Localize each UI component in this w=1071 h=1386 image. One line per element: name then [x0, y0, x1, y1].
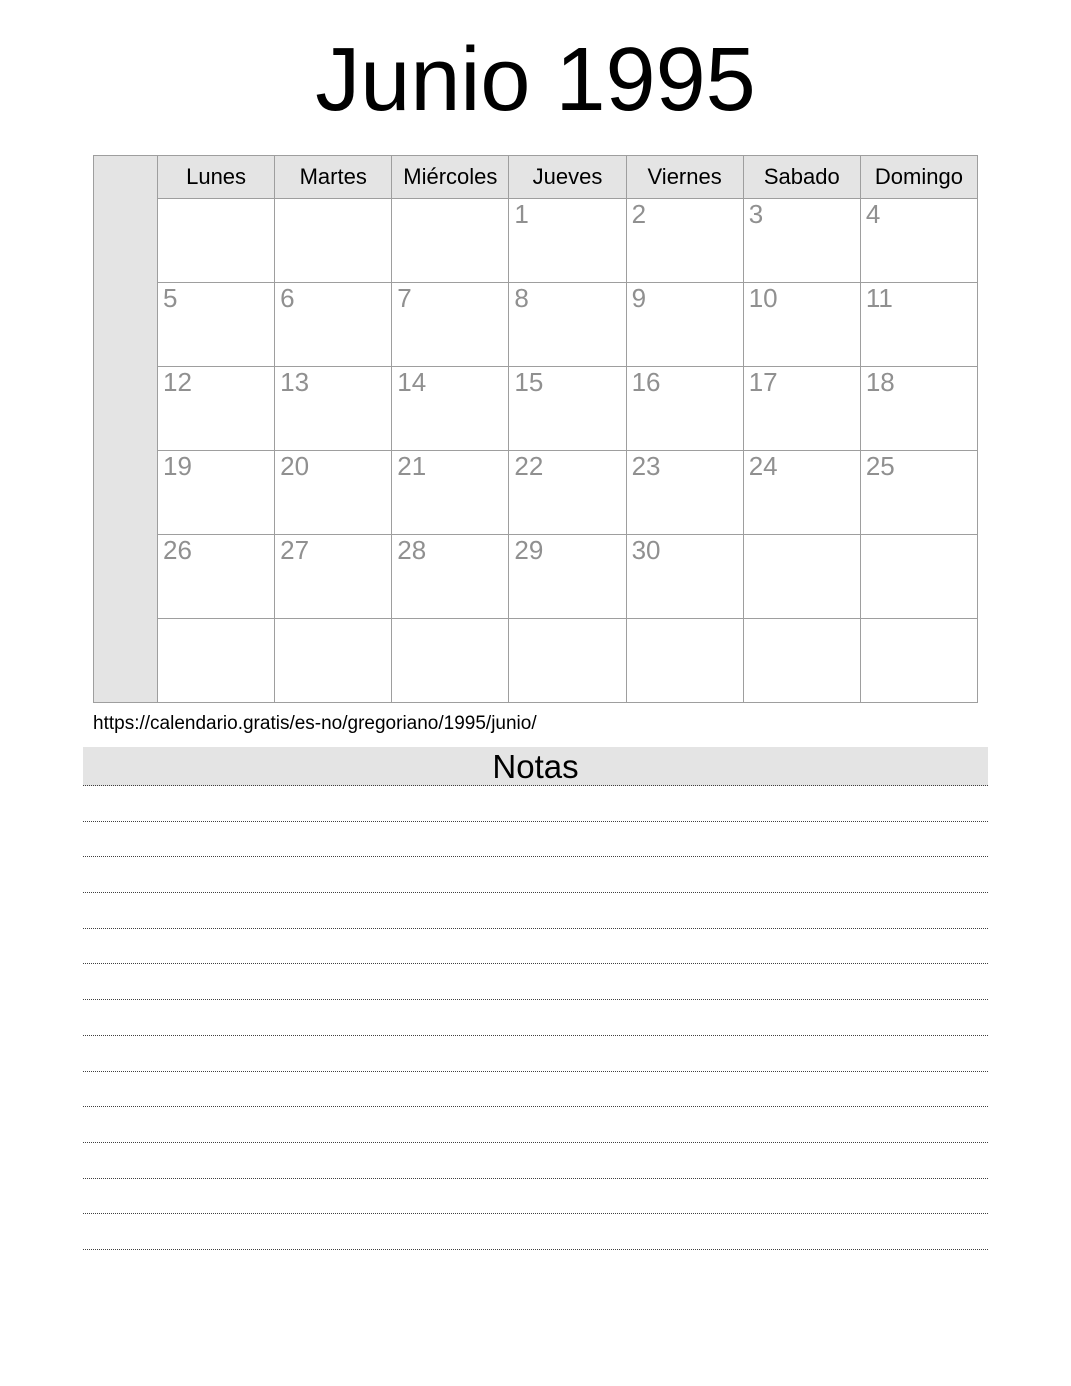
calendar-day-cell-empty	[743, 535, 860, 619]
date-number: 1	[514, 199, 529, 229]
page-title: Junio 1995	[315, 30, 756, 130]
calendar-day-cell-empty	[158, 619, 275, 703]
calendar-week-row-4	[94, 451, 978, 535]
calendar-day-cell-empty	[275, 619, 392, 703]
calendar-day-cell-8	[509, 283, 626, 367]
note-line-9	[83, 1072, 988, 1108]
date-number: 4	[865, 199, 881, 229]
date-number: 29	[514, 535, 544, 565]
date-number: 9	[631, 283, 647, 313]
notes-header	[83, 747, 988, 786]
calendar-day-cell-24	[743, 451, 860, 535]
date-number: 16	[631, 367, 661, 397]
note-line-3	[83, 857, 988, 893]
date-number: 30	[631, 535, 661, 565]
date-number: 23	[631, 451, 661, 481]
note-line-1	[83, 786, 988, 822]
calendar-day-cell-20	[275, 451, 392, 535]
notes-section	[83, 747, 988, 1250]
calendar-day-cell-empty	[743, 619, 860, 703]
date-number: 13	[280, 367, 310, 397]
date-number: 6	[280, 283, 295, 313]
weekday-header-6: Sabado	[743, 156, 860, 199]
calendar-day-cell-1	[509, 199, 626, 283]
date-number: 12	[163, 367, 192, 397]
notes-lines	[83, 786, 988, 1250]
note-line-12	[83, 1179, 988, 1215]
note-line-7	[83, 1000, 988, 1036]
note-line-11	[83, 1143, 988, 1179]
note-line-6	[83, 964, 988, 1000]
note-line-2	[83, 822, 988, 858]
calendar-table	[93, 155, 978, 703]
calendar-day-cell-30	[626, 535, 743, 619]
calendar-day-cell-empty	[392, 199, 509, 283]
date-number: 3	[748, 199, 764, 229]
calendar-day-cell-empty	[509, 619, 626, 703]
calendar-day-cell-4	[860, 199, 977, 283]
calendar-day-cell-22	[509, 451, 626, 535]
note-line-8	[83, 1036, 988, 1072]
calendar-day-cell-12	[158, 367, 275, 451]
weekday-header-2: Martes	[275, 156, 392, 199]
calendar-day-cell-16	[626, 367, 743, 451]
note-line-5	[83, 929, 988, 965]
date-number: 26	[163, 535, 192, 565]
calendar-day-cell-10	[743, 283, 860, 367]
calendar-week-row-1	[94, 199, 978, 283]
weekday-header-5: Viernes	[626, 156, 743, 199]
date-number: 25	[865, 451, 895, 481]
calendar-day-cell-empty	[626, 619, 743, 703]
calendar-day-cell-15	[509, 367, 626, 451]
calendar-day-cell-7	[392, 283, 509, 367]
calendar-body	[94, 156, 978, 703]
calendar-day-cell-5	[158, 283, 275, 367]
date-number: 5	[163, 283, 178, 313]
calendar-week-row-2	[94, 283, 978, 367]
left-spacer-column	[94, 156, 158, 703]
date-number: 8	[514, 283, 529, 313]
calendar-day-cell-11	[860, 283, 977, 367]
calendar-day-cell-17	[743, 367, 860, 451]
date-number: 22	[514, 451, 544, 481]
calendar-day-cell-29	[509, 535, 626, 619]
calendar-day-cell-14	[392, 367, 509, 451]
calendar-day-cell-3	[743, 199, 860, 283]
calendar-day-cell-23	[626, 451, 743, 535]
calendar-day-cell-2	[626, 199, 743, 283]
calendar-day-cell-empty	[158, 199, 275, 283]
weekday-header-1: Lunes	[158, 156, 275, 199]
calendar-day-cell-empty	[275, 199, 392, 283]
calendar-day-cell-27	[275, 535, 392, 619]
date-number: 10	[748, 283, 778, 313]
calendar-day-cell-empty	[392, 619, 509, 703]
calendar-day-cell-18	[860, 367, 977, 451]
date-number: 15	[514, 367, 544, 397]
notes-title: Notas	[492, 748, 579, 785]
calendar-week-row-6	[94, 619, 978, 703]
calendar-day-cell-empty	[860, 535, 977, 619]
note-line-4	[83, 893, 988, 929]
calendar-day-cell-25	[860, 451, 977, 535]
source-url: https://calendario.gratis/es-no/gregoriano/1995/junio/	[93, 713, 537, 734]
calendar-day-cell-9	[626, 283, 743, 367]
note-line-10	[83, 1107, 988, 1143]
calendar-day-cell-28	[392, 535, 509, 619]
weekday-header-7: Domingo	[860, 156, 977, 199]
calendar-day-cell-19	[158, 451, 275, 535]
date-number: 24	[748, 451, 778, 481]
date-number: 2	[631, 199, 647, 229]
date-number: 19	[163, 451, 192, 481]
calendar-week-row-3	[94, 367, 978, 451]
calendar-day-cell-26	[158, 535, 275, 619]
calendar-week-row-5	[94, 535, 978, 619]
date-number: 21	[397, 451, 427, 481]
date-number: 14	[397, 367, 427, 397]
calendar-day-cell-13	[275, 367, 392, 451]
date-number: 11	[865, 283, 893, 313]
note-line-13	[83, 1214, 988, 1250]
calendar-day-cell-6	[275, 283, 392, 367]
weekday-header-3: Miércoles	[392, 156, 509, 199]
date-number: 20	[280, 451, 310, 481]
date-number: 7	[397, 283, 412, 313]
weekday-header-row	[94, 156, 978, 199]
date-number: 18	[865, 367, 895, 397]
date-number: 27	[280, 535, 310, 565]
weekday-header-4: Jueves	[509, 156, 626, 199]
date-number: 17	[748, 367, 778, 397]
date-number: 28	[397, 535, 427, 565]
calendar-day-cell-empty	[860, 619, 977, 703]
calendar-day-cell-21	[392, 451, 509, 535]
